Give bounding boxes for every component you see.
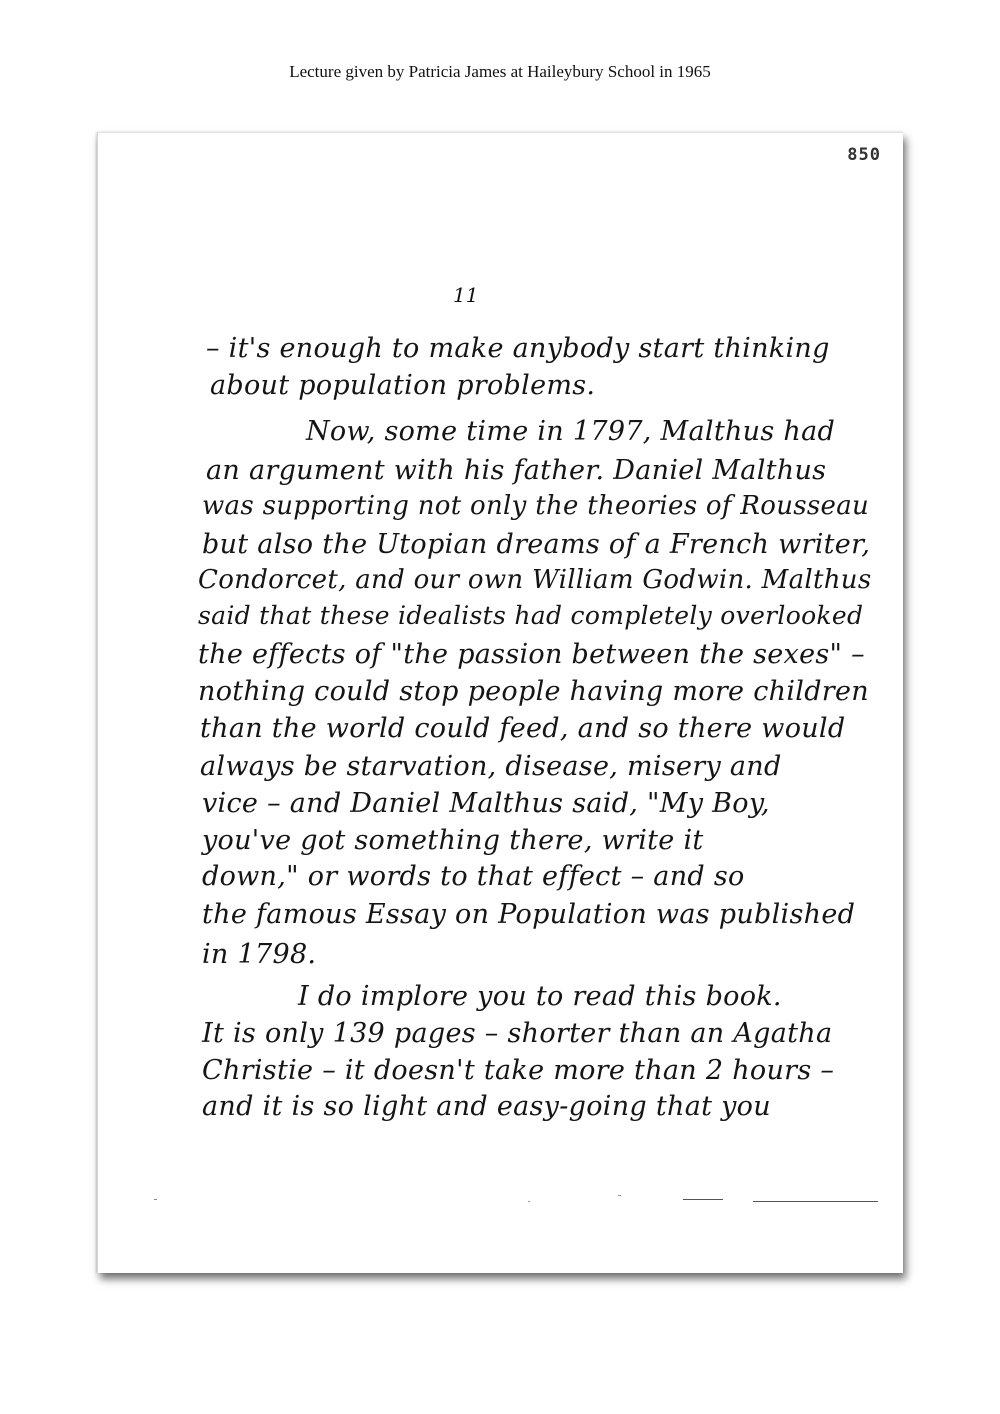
handwritten-line: – it's enough to make anybody start thinking bbox=[206, 333, 830, 364]
handwritten-text bbox=[98, 133, 903, 1273]
handwritten-line: the effects of "the passion between the sexes" – bbox=[198, 639, 865, 670]
scan-dot bbox=[618, 1195, 621, 1196]
page-number: 850 bbox=[847, 145, 881, 165]
handwritten-line: said that these idealists had completely overlooked bbox=[198, 601, 864, 630]
scan-artifact-lines bbox=[98, 1193, 903, 1213]
handwritten-line: It is only 139 pages – shorter than an Agatha bbox=[202, 1018, 833, 1049]
handwritten-line: I do implore you to read this book. bbox=[298, 981, 782, 1012]
handwritten-line: about population problems. bbox=[210, 370, 596, 401]
handwritten-line: was supporting not only the theories of Rousseau bbox=[202, 491, 870, 521]
section-number: 11 bbox=[453, 283, 479, 307]
page-header-title: Lecture given by Patricia James at Haileybury School in 1965 bbox=[289, 62, 711, 81]
handwritten-line: the famous Essay on Population was published bbox=[202, 899, 856, 930]
handwritten-line: you've got something there, write it bbox=[202, 825, 704, 856]
handwritten-line: but also the Utopian dreams of a French writer, bbox=[202, 529, 871, 560]
handwritten-line: in 1798. bbox=[202, 939, 317, 970]
scan-dot bbox=[528, 1201, 530, 1202]
handwritten-line: Christie – it doesn't take more than 2 hours – bbox=[202, 1055, 835, 1086]
handwritten-line: an argument with his father. Daniel Malthus bbox=[206, 455, 827, 486]
scan-dash bbox=[683, 1199, 723, 1200]
handwritten-line: down," or words to that effect – and so bbox=[202, 861, 745, 892]
handwritten-line: vice – and Daniel Malthus said, "My Boy, bbox=[202, 788, 770, 819]
scanned-manuscript-page bbox=[97, 132, 903, 1273]
handwritten-line: Condorcet, and our own William Godwin. Malthus bbox=[198, 565, 872, 595]
handwritten-line: Now, some time in 1797, Malthus had bbox=[306, 416, 836, 447]
handwritten-line: than the world could feed, and so there would bbox=[200, 713, 846, 744]
scan-dash bbox=[753, 1201, 878, 1202]
handwritten-line: nothing could stop people having more children bbox=[198, 676, 869, 707]
handwritten-line: always be starvation, disease, misery and bbox=[200, 751, 782, 782]
scan-dot bbox=[154, 1199, 157, 1200]
handwritten-line: and it is so light and easy-going that you bbox=[202, 1091, 771, 1122]
